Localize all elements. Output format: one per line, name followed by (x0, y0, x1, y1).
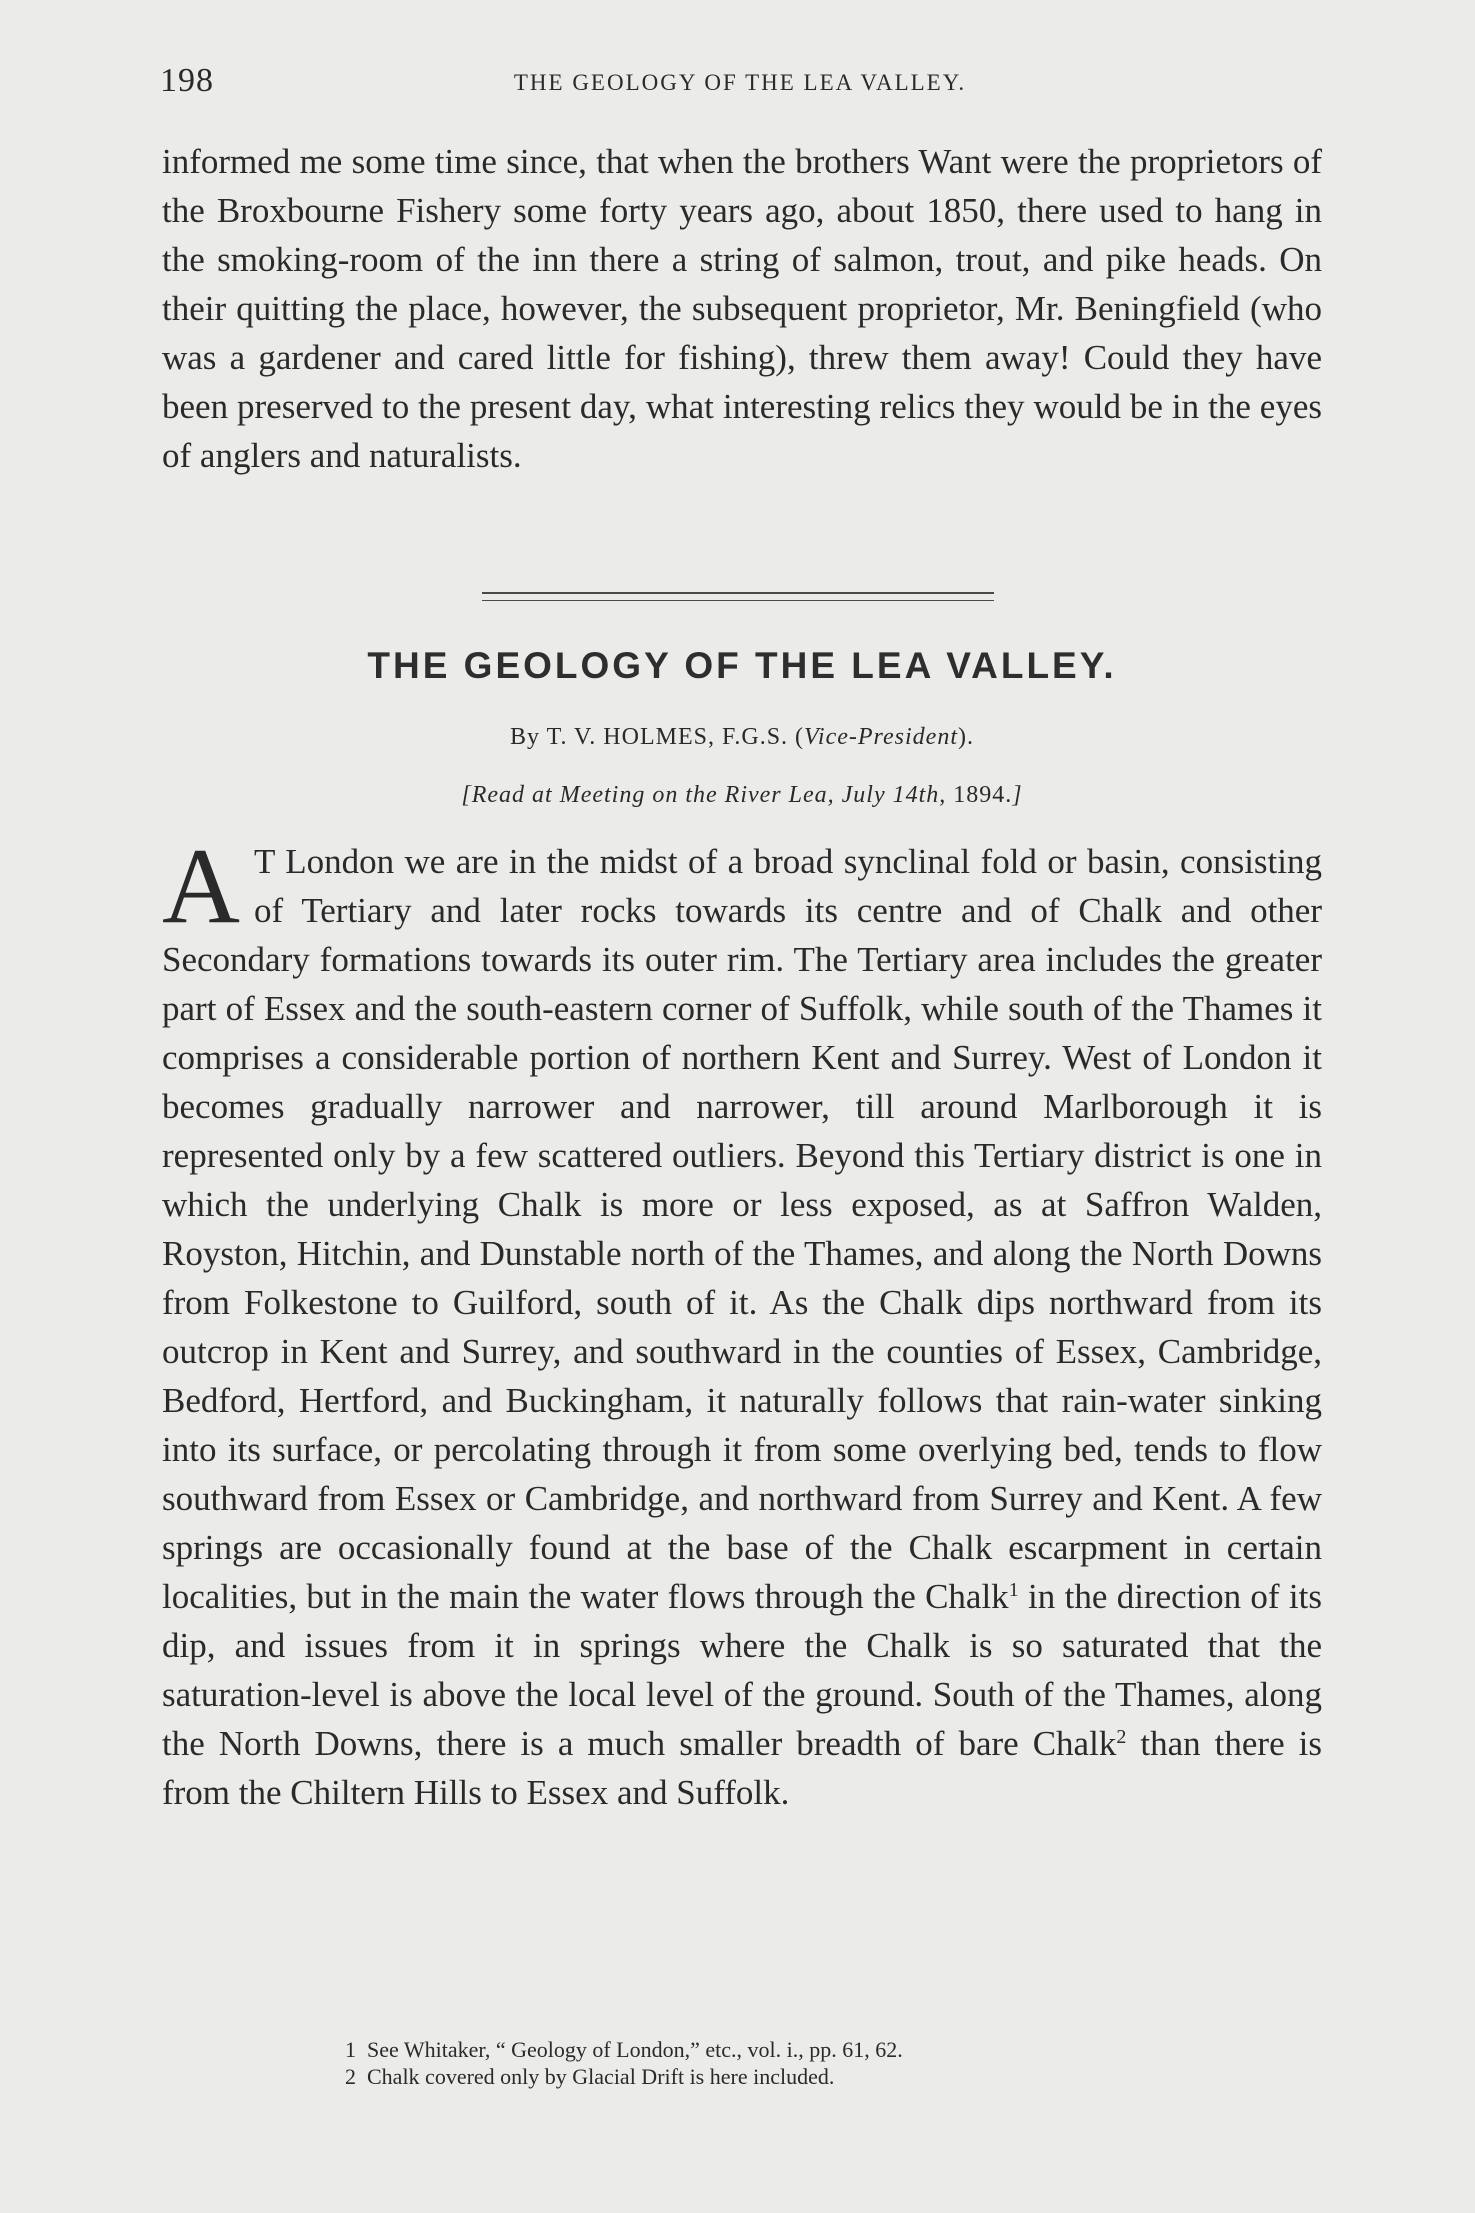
previous-article-paragraph (162, 137, 1322, 480)
read-note-close: ] (1012, 782, 1023, 808)
article-paragraph (162, 827, 1323, 1817)
byline-suffix: ). (957, 724, 974, 750)
footnote-1 (345, 2036, 1245, 2063)
footnote-number: 2 (345, 2064, 356, 2089)
running-title: THE GEOLOGY OF THE LEA VALLEY. (513, 70, 967, 95)
article-title: THE GEOLOGY OF THE LEA VALLEY. (367, 645, 1117, 686)
byline-role: Vice-President (804, 724, 958, 750)
section-divider (482, 592, 994, 601)
read-note-text: Read at Meeting on the River Lea, July 14th, (471, 782, 947, 808)
footnote-text: See Whitaker, “ Geology of London,” etc., vol. i., pp. 61, 62. (367, 2037, 903, 2062)
running-head (160, 62, 1320, 112)
article-byline (162, 724, 1322, 751)
paragraph-text: informed me some time since, that when the brothers Want were the proprietors of the Broxbourne Fishery some forty years ago, about 1850, there used to hang in the smoking-room of the inn there a string of salmon, trout, and pike heads. On their quitting the place, however, the subsequent proprietor, Mr. Beningfield (who was a gardener and cared little for fishing), threw them away! Could they have been preserved to the present day, what interesting relics they would be in the eyes of anglers and naturalists. (162, 142, 1322, 475)
footnote-text: Chalk covered only by Glacial Drift is here included. (367, 2064, 835, 2089)
footnote-number: 1 (345, 2037, 356, 2062)
page-number: 198 (160, 62, 214, 99)
read-note-open: [ (461, 782, 472, 808)
footnotes (345, 2036, 1245, 2090)
body-text-part-2: in the direction of its dip, and issues from it in springs where the Chalk is so saturated that the saturation-level is above the local level of the ground. South of the Thames, along the North Downs, there is a much smaller breadth of bare Chalk (162, 1577, 1322, 1763)
body-text-part-3: than there is from the Chiltern Hills to Essex and Suffolk. (162, 1724, 1323, 1812)
footnote-reference-2: 2 (1116, 1726, 1127, 1748)
article-body (162, 827, 1323, 1817)
read-note-year: 1894. (946, 782, 1013, 808)
footnote-2 (345, 2063, 1245, 2090)
body-text-part-1: T London we are in the midst of a broad synclinal fold or basin, consisting of Tertiary and later rocks towards its centre and of Chalk and other Secondary formations towards its outer rim. The Tertiary area includes the greater part of Essex and the south-eastern corner of Suffolk, while south of the Thames it comprises a considerable portion of northern Kent and Surrey. West of London it becomes gradually narrower and narrower, till around Marlborough it is represented only by a few scattered outliers. Beyond this Tertiary district is one in which the underlying Chalk is more or less exposed, as at Saffron Walden, Royston, Hitchin, and Dunstable north of the Thames, and along the North Downs from Folkestone to Guilford, south of it. As the Chalk dips northward from its outcrop in Kent and Surrey, and southward in the counties of Essex, Cambridge, Bedford, Hertford, and Buckingham, it naturally follows that rain-water sinking into its surface, or percolating through it from some overlying bed, tends to flow southward from Essex or Cambridge, and northward from Surrey and Kent. A few springs are occasionally found at the base of the Chalk escarpment in certain localities, but in the main the water flows through the Chalk (162, 842, 1322, 1616)
read-note (162, 782, 1322, 809)
footnote-reference-1: 1 (1008, 1579, 1019, 1601)
drop-cap: A (162, 827, 240, 946)
byline-author: By T. V. HOLMES, F.G.S. ( (510, 724, 805, 750)
